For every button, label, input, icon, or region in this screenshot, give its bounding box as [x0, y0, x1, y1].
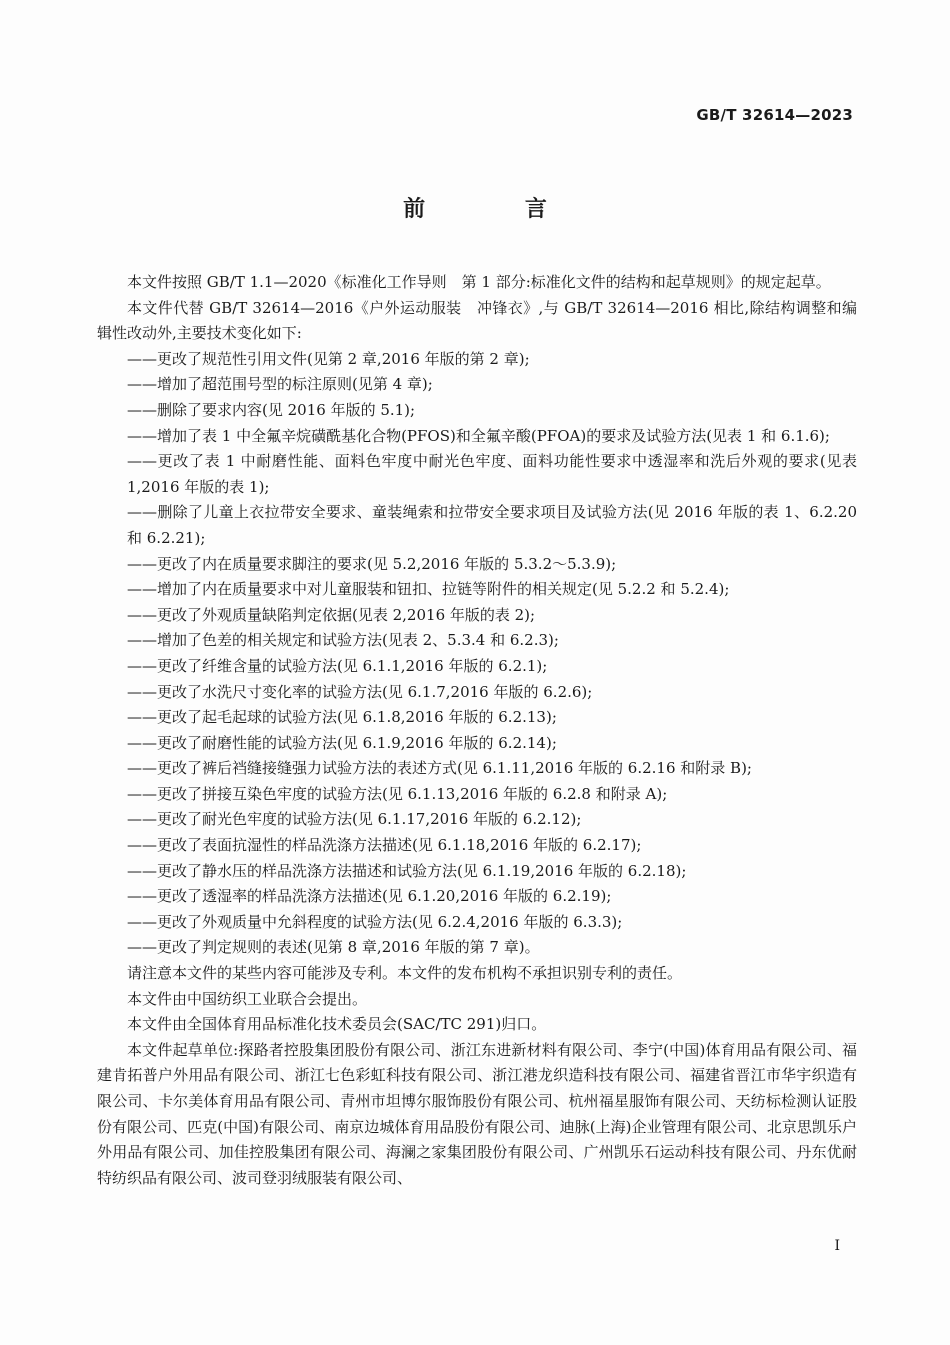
dash-marker: —— — [127, 784, 157, 803]
dash-marker: —— — [127, 631, 157, 650]
dash-marker: —— — [127, 810, 157, 829]
dash-marker: —— — [127, 938, 157, 957]
list-item: ——更改了起毛起球的试验方法(见 6.1.8,2016 年版的 6.2.13); — [127, 708, 557, 727]
dash-marker: —— — [127, 580, 157, 599]
dash-marker: —— — [127, 400, 157, 419]
list-item: ——删除了儿童上衣拉带安全要求、童装绳索和拉带安全要求项目及试验方法(见 2016 年版的表 1、6.2.20 和 6.2.21); — [127, 503, 857, 547]
list-item: ——更改了静水压的样品洗涤方法描述和试验方法(见 6.1.19,2016 年版的 6.2.18); — [127, 861, 687, 880]
dash-marker: —— — [127, 656, 157, 675]
dash-marker: —— — [127, 605, 157, 624]
dash-marker: —— — [127, 503, 157, 522]
dash-marker: —— — [127, 887, 157, 906]
dash-marker: —— — [127, 452, 157, 471]
list-item: ——更改了拼接互染色牢度的试验方法(见 6.1.13,2016 年版的 6.2.8 和附录 A); — [127, 784, 668, 803]
dash-marker: —— — [127, 682, 157, 701]
proposer-statement: 本文件由中国纺织工业联合会提出。 — [127, 989, 368, 1008]
list-item: ——更改了耐磨性能的试验方法(见 6.1.9,2016 年版的 6.2.14); — [127, 733, 557, 752]
dash-marker: —— — [127, 349, 157, 368]
intro-paragraph-2: 本文件代替 GB/T 32614—2016《户外运动服装 冲锋衣》,与 GB/T 32614—2016 相比,除结构调整和编辑性改动外,主要技术变化如下: — [97, 298, 857, 343]
changes-list — [97, 347, 857, 961]
list-item: ——更改了耐光色牢度的试验方法(见 6.1.17,2016 年版的 6.2.12); — [127, 810, 582, 829]
list-item: ——更改了判定规则的表述(见第 8 章,2016 年版的第 7 章)。 — [127, 938, 540, 957]
list-item: ——更改了规范性引用文件(见第 2 章,2016 年版的第 2 章); — [127, 349, 530, 368]
list-item: ——更改了透湿率的样品洗涤方法描述(见 6.1.20,2016 年版的 6.2.19); — [127, 887, 612, 906]
dash-marker: —— — [127, 554, 157, 573]
page-title: 前 言 — [403, 197, 593, 222]
list-item: ——更改了外观质量中允斜程度的试验方法(见 6.2.4,2016 年版的 6.3.3); — [127, 912, 623, 931]
list-item: ——增加了表 1 中全氟辛烷磺酰基化合物(PFOS)和全氟辛酸(PFOA)的要求及试验方法(见表 1 和 6.1.6); — [127, 426, 830, 445]
list-item: ——更改了内在质量要求脚注的要求(见 5.2,2016 年版的 5.3.2～5.3.9); — [127, 554, 617, 573]
list-item: ——更改了纤维含量的试验方法(见 6.1.1,2016 年版的 6.2.1); — [127, 656, 548, 675]
dash-marker: —— — [127, 375, 157, 394]
list-item: ——增加了超范围号型的标注原则(见第 4 章); — [127, 375, 433, 394]
dash-marker: —— — [127, 836, 157, 855]
list-item: ——更改了表面抗湿性的样品洗涤方法描述(见 6.1.18,2016 年版的 6.2.17); — [127, 836, 642, 855]
list-item: ——更改了裤后裆缝接缝强力试验方法的表述方式(见 6.1.11,2016 年版的 6.2.16 和附录 B); — [127, 759, 752, 778]
list-item: ——增加了色差的相关规定和试验方法(见表 2、5.3.4 和 6.2.3); — [127, 631, 559, 650]
drafting-units: 本文件起草单位:探路者控股集团股份有限公司、浙江东进新材料有限公司、李宁(中国)体育用品有限公司、福建肯拓普户外用品有限公司、浙江七色彩虹科技有限公司、浙江港龙织造科技有限公司、福建省晋江市华宇织造有限公司、卡尔美体育用品有限公司、青州市坦博尔服饰股份有限公司、杭州福星服饰有限公司、天纺标检测认证股份有限公司、匹克(中国)有限公司、南京边城体育用品股份有限公司、迪脉(上海)企业管理有限公司、北京思凯乐户外用品有限公司、加佳控股集团有限公司、海澜之家集团股份有限公司、广州凯乐石运动科技有限公司、丹东优耐特纺织品有限公司、波司登羽绒服装有限公司、 — [97, 1040, 857, 1187]
list-item: ——更改了表 1 中耐磨性能、面料色牢度中耐光色牢度、面料功能性要求中透湿率和洗后外观的要求(见表 1,2016 年版的表 1); — [127, 452, 857, 496]
patent-notice: 请注意本文件的某些内容可能涉及专利。本文件的发布机构不承担识别专利的责任。 — [127, 964, 683, 983]
dash-marker: —— — [127, 861, 157, 880]
dash-marker: —— — [127, 708, 157, 727]
page-number: I — [834, 1238, 840, 1254]
dash-marker: —— — [127, 759, 157, 778]
list-item: ——删除了要求内容(见 2016 年版的 5.1); — [127, 400, 416, 419]
intro-paragraph-1: 本文件按照 GB/T 1.1—2020《标准化工作导则 第 1 部分:标准化文件的结构和起草规则》的规定起草。 — [127, 273, 831, 291]
committee-statement: 本文件由全国体育用品标准化技术委员会(SAC/TC 291)归口。 — [127, 1015, 547, 1034]
list-item: ——增加了内在质量要求中对儿童服装和钮扣、拉链等附件的相关规定(见 5.2.2 和 5.2.4); — [127, 580, 730, 599]
list-item: ——更改了外观质量缺陷判定依据(见表 2,2016 年版的表 2); — [127, 605, 536, 624]
dash-marker: —— — [127, 912, 157, 931]
foreword-content — [97, 270, 857, 1191]
dash-marker: —— — [127, 426, 157, 445]
standard-code: GB/T 32614—2023 — [696, 106, 853, 124]
list-item: ——更改了水洗尺寸变化率的试验方法(见 6.1.7,2016 年版的 6.2.6); — [127, 682, 593, 701]
dash-marker: —— — [127, 733, 157, 752]
